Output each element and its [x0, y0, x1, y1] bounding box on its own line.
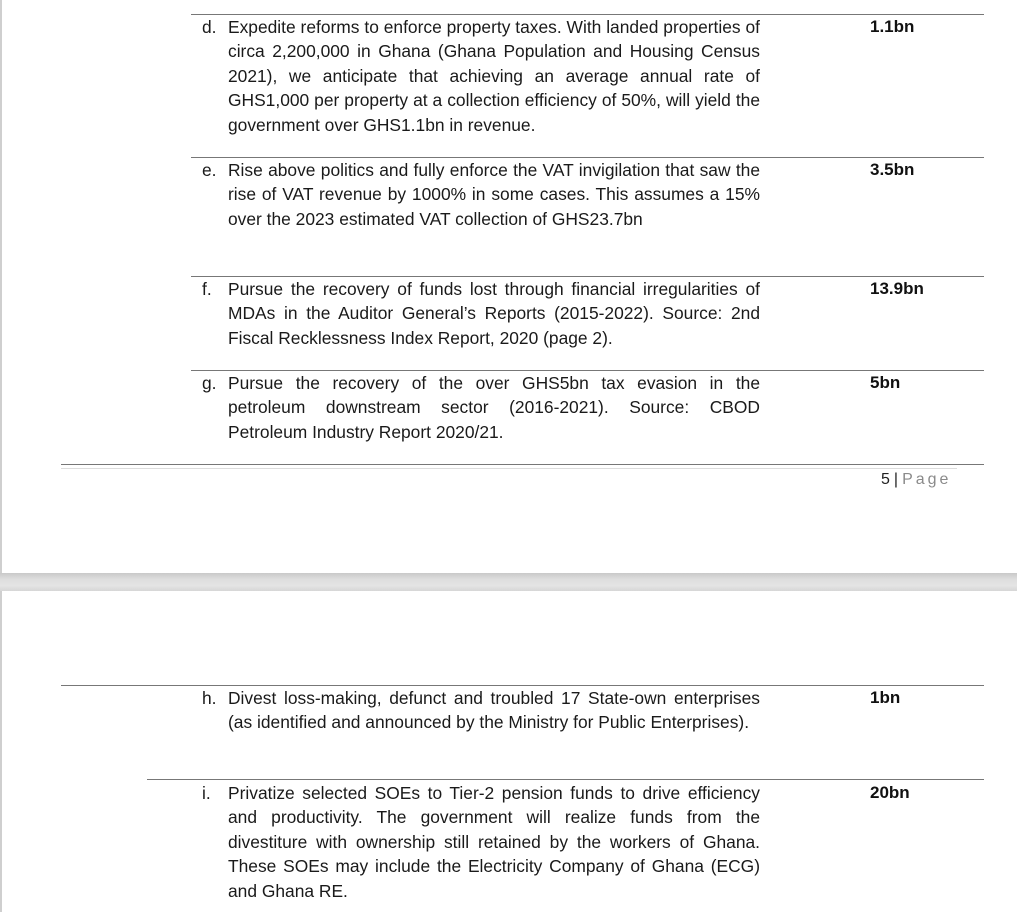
row-label: i.	[202, 783, 211, 803]
row-description: Rise above politics and fully enforce the VAT invigilation that saw the rise of VAT revenue by 1000% in some cases. This assumes a 15% over the 2023 estimated VAT collection of GHS23.7bn	[228, 160, 760, 229]
table-row-i	[202, 781, 760, 903]
row-label: d.	[202, 17, 217, 37]
row-value: 5bn	[870, 373, 901, 392]
table-row-f	[202, 277, 760, 350]
footer-divider	[61, 468, 957, 469]
table-row-e	[202, 158, 760, 231]
page-number-value: 5	[881, 471, 891, 488]
table-bottom-border	[61, 464, 984, 465]
table-row-g	[202, 371, 760, 444]
row-description: Divest loss-making, defunct and troubled 17 State-own enterprises (as identified and announced by the Ministry for Public Enterprises).	[228, 688, 760, 733]
page-gap	[0, 573, 1017, 591]
document-page-6	[0, 591, 1017, 912]
row-divider	[147, 779, 984, 780]
row-description: Expedite reforms to enforce property taxes. With landed properties of circa 2,200,000 in Ghana (Ghana Population and Housing Census 2021), we anticipate that achieving an average annual rate of GHS1,000 per property at a collection efficiency of 50%, will yield the government over GHS1.1bn in revenue.	[228, 17, 760, 135]
row-value: 3.5bn	[870, 160, 915, 179]
page-number	[881, 471, 951, 489]
table-row-h	[202, 686, 760, 735]
row-label: e.	[202, 160, 217, 180]
row-description: Pursue the recovery of funds lost through financial irregularities of MDAs in the Auditor General’s Reports (2015-2022). Source: 2nd Fiscal Recklessness Index Report, 2020 (page 2).	[228, 279, 760, 348]
page-word: Page	[902, 471, 952, 488]
row-label: h.	[202, 688, 217, 708]
table-row-d	[202, 15, 760, 137]
row-label: g.	[202, 373, 217, 393]
row-value: 1bn	[870, 688, 901, 707]
row-value: 20bn	[870, 783, 910, 802]
row-description: Privatize selected SOEs to Tier-2 pension funds to drive efficiency and productivity. The government will realize funds from the divestiture with ownership still retained by the workers of Ghana. These SOEs may include the Electricity Company of Ghana (ECG) and Ghana RE.	[228, 783, 760, 901]
page-number-separator: |	[893, 471, 900, 488]
row-value: 13.9bn	[870, 279, 924, 298]
row-description: Pursue the recovery of the over GHS5bn tax evasion in the petroleum downstream sector (2016-2021). Source: CBOD Petroleum Industry Report 2020/21.	[228, 373, 760, 442]
row-value: 1.1bn	[870, 17, 915, 36]
row-label: f.	[202, 279, 212, 299]
